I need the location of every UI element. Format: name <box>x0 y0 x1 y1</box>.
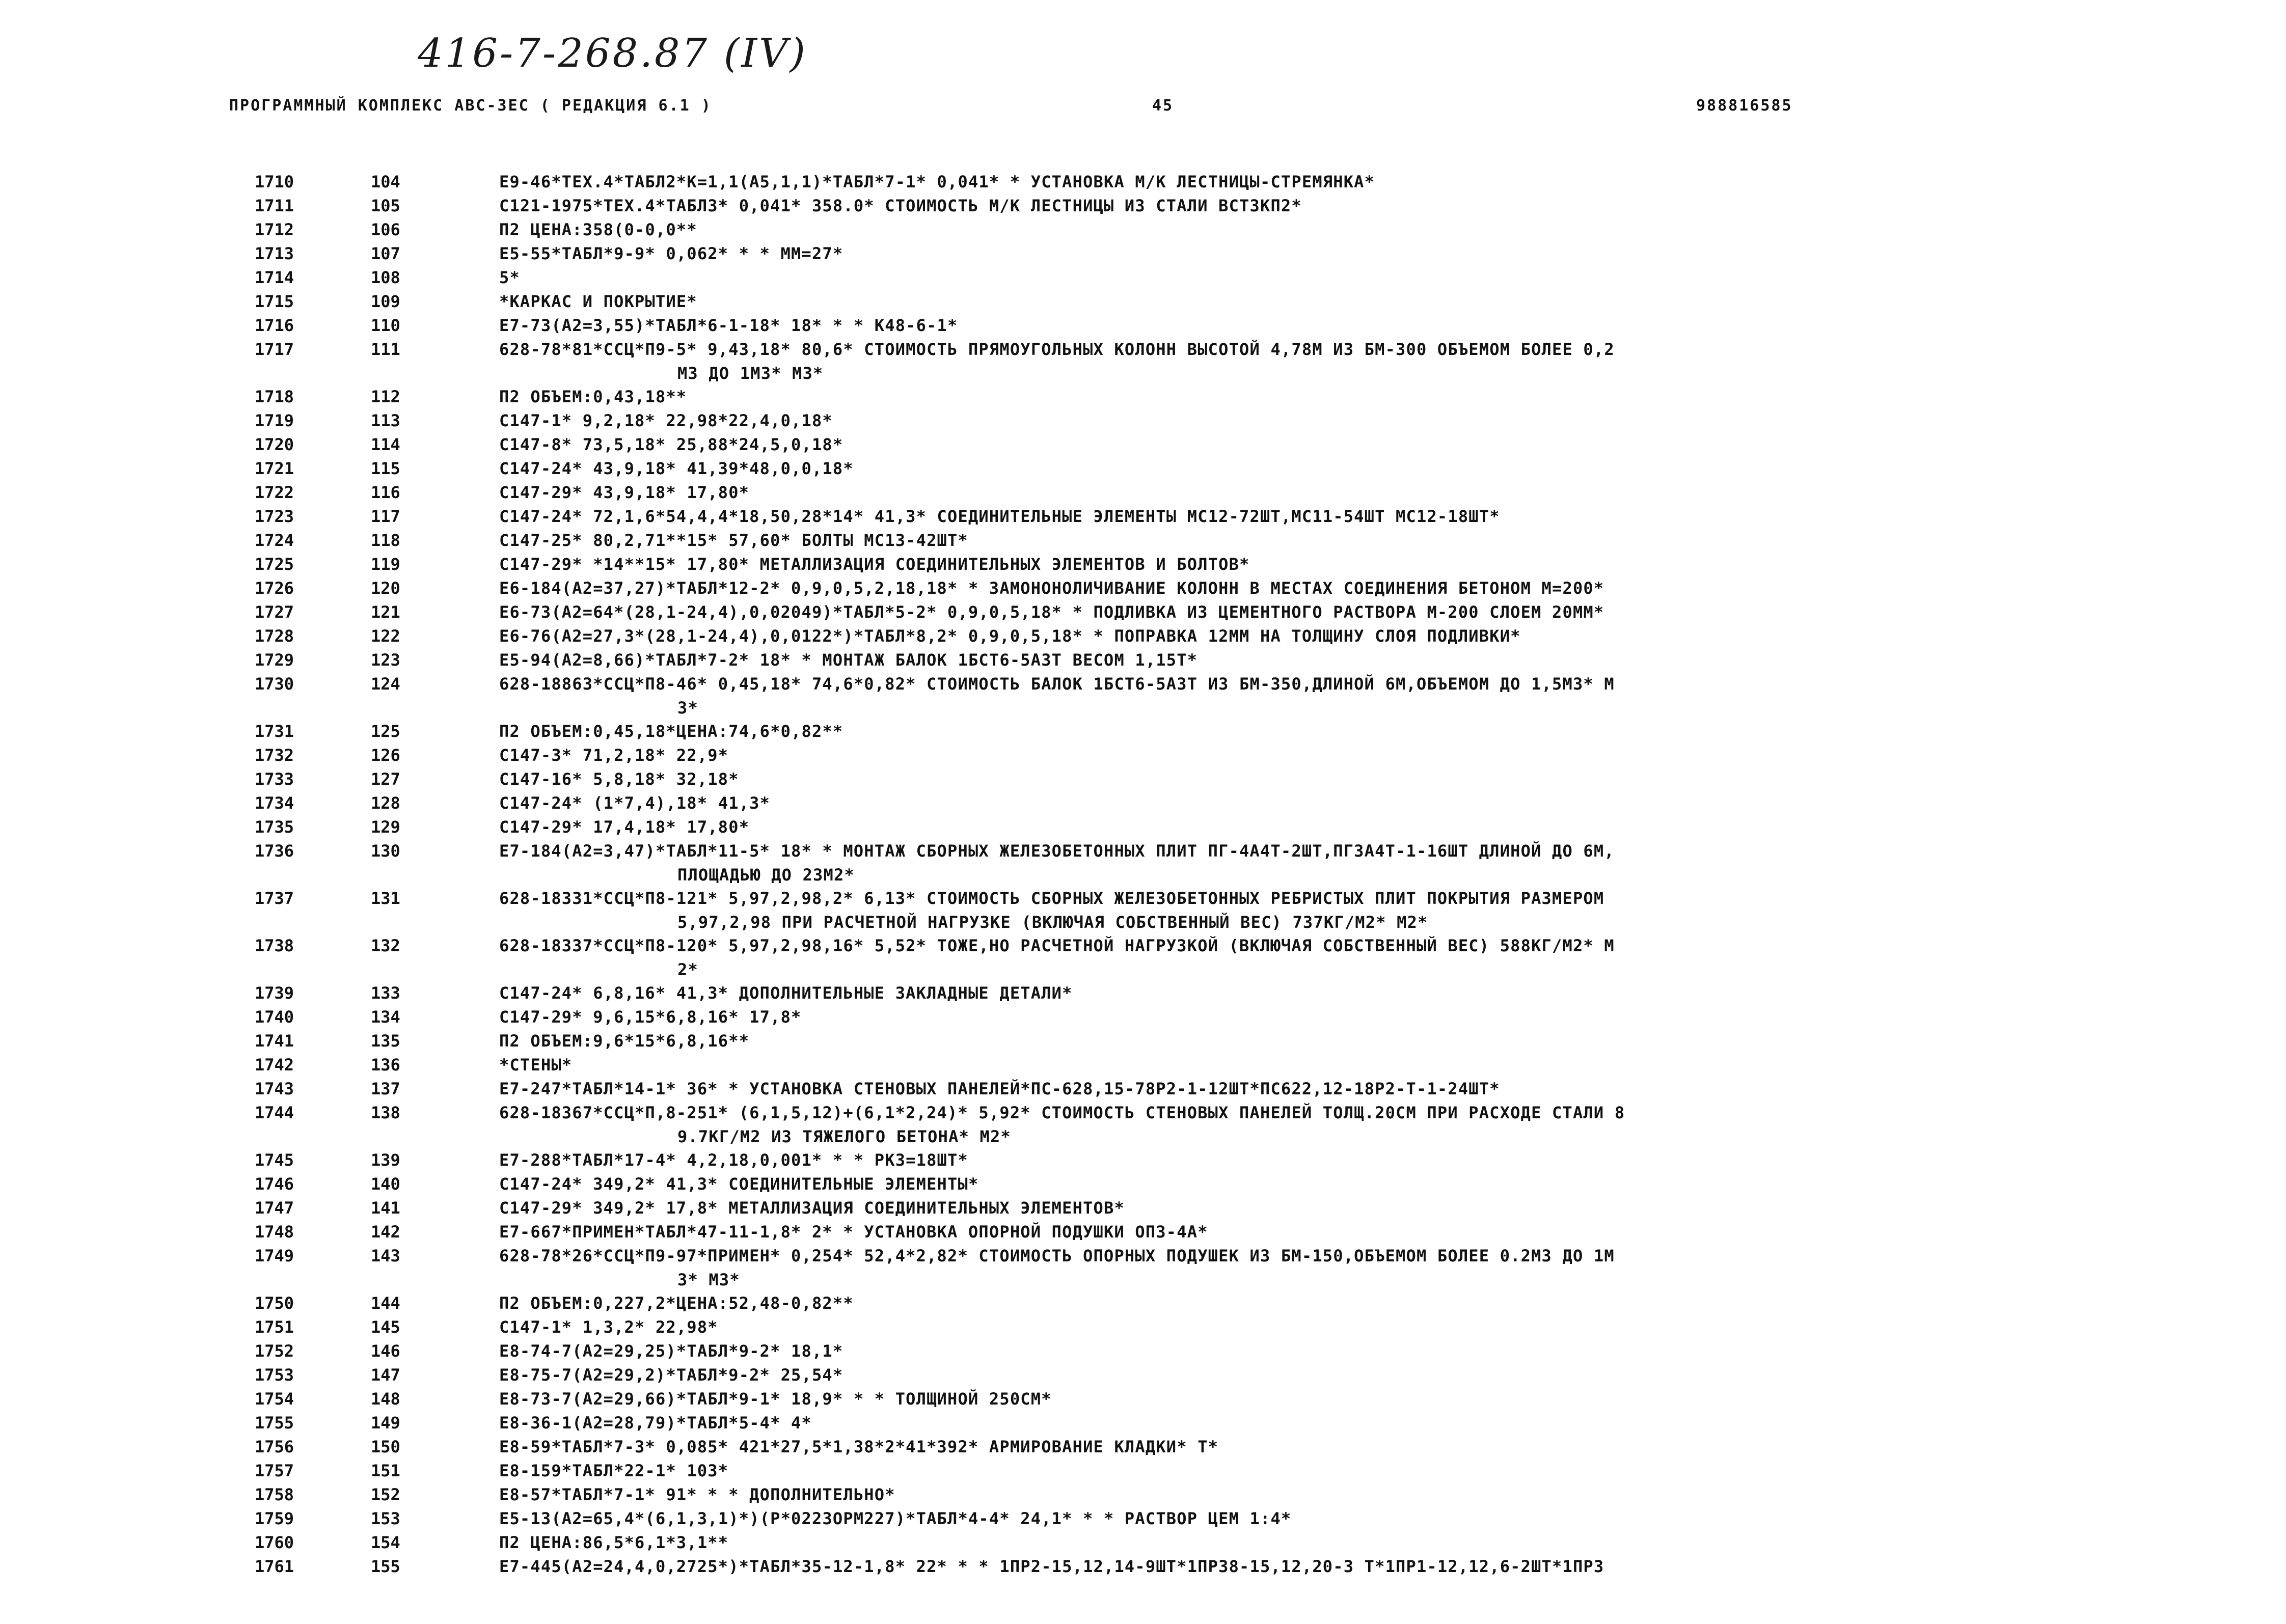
line-number: 1752 <box>255 1341 294 1361</box>
line-number: 1722 <box>255 483 294 502</box>
listing-continuation-line <box>0 913 2286 936</box>
listing-continuation-line <box>0 1270 2286 1293</box>
line-number: 1716 <box>255 316 294 335</box>
statement-number: 135 <box>371 1031 400 1051</box>
statement-number: 105 <box>371 196 400 215</box>
line-number: 1748 <box>255 1222 294 1242</box>
statement-number: 141 <box>371 1198 400 1218</box>
listing-continuation-line <box>0 865 2286 889</box>
listing-continuation-line <box>0 1127 2286 1150</box>
listing-rows <box>0 172 2286 1581</box>
statement-number: 114 <box>371 435 400 454</box>
line-number: 1750 <box>255 1293 294 1313</box>
statement-text: *СТЕНЫ* <box>499 1055 573 1075</box>
line-number: 1736 <box>255 841 294 861</box>
handwritten-doc-code: 416-7-268.87 (IV) <box>418 31 807 76</box>
statement-text: П2 ОБЪЕМ:0,45,18*ЦЕНА:74,6*0,82** <box>499 722 843 741</box>
statement-number: 113 <box>371 411 400 430</box>
listing-row <box>0 483 2286 507</box>
line-number: 1715 <box>255 292 294 311</box>
line-number: 1717 <box>255 340 294 359</box>
listing-row <box>0 1533 2286 1557</box>
listing-row <box>0 1055 2286 1079</box>
statement-number: 140 <box>371 1174 400 1194</box>
statement-text: П2 ОБЪЕМ:0,227,2*ЦЕНА:52,48-0,82** <box>499 1293 854 1313</box>
statement-text: Е5-94(А2=8,66)*ТАБЛ*7-2* 18* * МОНТАЖ БАЛОК 1БСТ6-5А3Т ВЕСОМ 1,15Т* <box>499 650 1198 670</box>
statement-number: 109 <box>371 292 400 311</box>
statement-number: 120 <box>371 579 400 598</box>
listing-row <box>0 1174 2286 1198</box>
listing-row <box>0 1341 2286 1365</box>
listing-row <box>0 1222 2286 1246</box>
statement-text: С121-1975*ТЕХ.4*ТАБЛ3* 0,041* 358.0* СТОИМОСТЬ М/К ЛЕСТНИЦЫ ИЗ СТАЛИ ВСТ3КП2* <box>499 196 1302 215</box>
line-number: 1755 <box>255 1413 294 1433</box>
statement-number: 116 <box>371 483 400 502</box>
statement-text: Е8-159*ТАБЛ*22-1* 103* <box>499 1461 729 1480</box>
listing-row <box>0 268 2286 292</box>
listing-row <box>0 1317 2286 1341</box>
line-number: 1718 <box>255 387 294 406</box>
listing-row <box>0 1365 2286 1389</box>
statement-number: 139 <box>371 1150 400 1170</box>
line-number: 1747 <box>255 1198 294 1218</box>
listing-row <box>0 793 2286 817</box>
listing-row <box>0 1413 2286 1437</box>
statement-text: 628-18331*ССЦ*П8-121* 5,97,2,98,2* 6,13* СТОИМОСТЬ СБОРНЫХ ЖЕЛЕЗОБЕТОННЫХ РЕБРИСТЫХ ПЛИТ ПОКРЫТИЯ РАЗМЕРОМ <box>499 889 1604 908</box>
statement-number: 118 <box>371 531 400 550</box>
line-number: 1741 <box>255 1031 294 1051</box>
statement-text: Е8-75-7(А2=29,2)*ТАБЛ*9-2* 25,54* <box>499 1365 843 1385</box>
line-number: 1761 <box>255 1557 294 1576</box>
statement-text: Е8-59*ТАБЛ*7-3* 0,085* 421*27,5*1,38*2*41*392* АРМИРОВАНИЕ КЛАДКИ* Т* <box>499 1437 1219 1456</box>
statement-text: Е6-184(А2=37,27)*ТАБЛ*12-2* 0,9,0,5,2,18,18* * ЗАМОНОНОЛИЧИВАНИЕ КОЛОНН В МЕСТАХ СОЕДИНЕНИЯ БЕТОНОМ М=200* <box>499 579 1604 598</box>
statement-number: 107 <box>371 244 400 263</box>
listing-row <box>0 1437 2286 1461</box>
line-number: 1719 <box>255 411 294 430</box>
statement-text: С147-29* 349,2* 17,8* МЕТАЛЛИЗАЦИЯ СОЕДИНИТЕЛЬНЫХ ЭЛЕМЕНТОВ* <box>499 1198 1125 1218</box>
statement-number: 125 <box>371 722 400 741</box>
line-number: 1721 <box>255 459 294 478</box>
listing-row <box>0 340 2286 364</box>
statement-text: П2 ОБЪЕМ:9,6*15*6,8,16** <box>499 1031 750 1051</box>
statement-text: М3 ДО 1М3* М3* <box>677 364 824 383</box>
statement-text: П2 ЦЕНА:86,5*6,1*3,1** <box>499 1533 729 1552</box>
line-number: 1734 <box>255 793 294 813</box>
statement-number: 110 <box>371 316 400 335</box>
listing-row <box>0 1293 2286 1317</box>
statement-number: 111 <box>371 340 400 359</box>
statement-number: 115 <box>371 459 400 478</box>
statement-text: Е8-57*ТАБЛ*7-1* 91* * * ДОПОЛНИТЕЛЬНО* <box>499 1485 895 1504</box>
statement-text: С147-29* *14**15* 17,80* МЕТАЛЛИЗАЦИЯ СОЕДИНИТЕЛЬНЫХ ЭЛЕМЕНТОВ И БОЛТОВ* <box>499 555 1250 574</box>
statement-text: Е6-73(А2=64*(28,1-24,4),0,02049)*ТАБЛ*5-2* 0,9,0,5,18* * ПОДЛИВКА ИЗ ЦЕМЕНТНОГО РАСТВОРА М-200 СЛОЕМ 20ММ* <box>499 602 1604 622</box>
listing-row <box>0 1150 2286 1174</box>
listing-row <box>0 746 2286 769</box>
line-number: 1732 <box>255 746 294 765</box>
statement-text: Е7-73(А2=3,55)*ТАБЛ*6-1-18* 18* * * К48-6-1* <box>499 316 958 335</box>
statement-number: 123 <box>371 650 400 670</box>
listing-row <box>0 292 2286 316</box>
listing-row <box>0 722 2286 746</box>
line-number: 1712 <box>255 220 294 239</box>
statement-number: 124 <box>371 674 400 694</box>
listing-row <box>0 459 2286 483</box>
statement-text: С147-29* 43,9,18* 17,80* <box>499 483 750 502</box>
statement-number: 104 <box>371 172 400 191</box>
listing-row <box>0 555 2286 579</box>
listing-continuation-line <box>0 364 2286 387</box>
line-number: 1731 <box>255 722 294 741</box>
listing-row <box>0 172 2286 196</box>
statement-text: Е7-288*ТАБЛ*17-4* 4,2,18,0,001* * * РК3=18ШТ* <box>499 1150 968 1170</box>
line-number: 1758 <box>255 1485 294 1504</box>
statement-number: 127 <box>371 769 400 789</box>
line-number: 1733 <box>255 769 294 789</box>
line-number: 1749 <box>255 1246 294 1265</box>
listing-row <box>0 1485 2286 1509</box>
statement-text: Е7-445(А2=24,4,0,2725*)*ТАБЛ*35-12-1,8* 22* * * 1ПР2-15,12,14-9ШТ*1ПР38-15,12,20-3 Т*1ПР1-12,12,6-2ШТ*1ПР3 <box>499 1557 1604 1576</box>
listing-continuation-line <box>0 960 2286 983</box>
line-number: 1725 <box>255 555 294 574</box>
statement-number: 144 <box>371 1293 400 1313</box>
statement-text: С147-25* 80,2,71**15* 57,60* БОЛТЫ МС13-42ШТ* <box>499 531 968 550</box>
statement-text: 5,97,2,98 ПРИ РАСЧЕТНОЙ НАГРУЗКЕ (ВКЛЮЧАЯ СОБСТВЕННЫЙ ВЕС) 737КГ/М2* М2* <box>677 913 1428 932</box>
statement-text: 3* М3* <box>677 1270 740 1289</box>
document-code: 988816585 <box>1696 97 1793 115</box>
statement-number: 137 <box>371 1079 400 1098</box>
statement-number: 154 <box>371 1533 400 1552</box>
statement-text: С147-1* 1,3,2* 22,98* <box>499 1317 718 1337</box>
line-number: 1714 <box>255 268 294 287</box>
statement-text: Е8-36-1(А2=28,79)*ТАБЛ*5-4* 4* <box>499 1413 812 1433</box>
statement-text: Е8-73-7(А2=29,66)*ТАБЛ*9-1* 18,9* * * ТОЛЩИНОЙ 250СМ* <box>499 1389 1052 1409</box>
statement-number: 142 <box>371 1222 400 1242</box>
line-number: 1745 <box>255 1150 294 1170</box>
line-number: 1754 <box>255 1389 294 1409</box>
line-number: 1727 <box>255 602 294 622</box>
line-number: 1720 <box>255 435 294 454</box>
line-number: 1728 <box>255 626 294 646</box>
listing-row <box>0 387 2286 411</box>
listing-row <box>0 1007 2286 1031</box>
statement-number: 153 <box>371 1509 400 1528</box>
listing-continuation-line <box>0 698 2286 722</box>
line-number: 1711 <box>255 196 294 215</box>
statement-text: 628-18367*ССЦ*П,8-251* (6,1,5,12)+(6,1*2,24)* 5,92* СТОИМОСТЬ СТЕНОВЫХ ПАНЕЛЕЙ ТОЛЩ.20СМ ПРИ РАСХОДЕ СТАЛИ 8 <box>499 1103 1625 1122</box>
statement-number: 146 <box>371 1341 400 1361</box>
listing-row <box>0 1031 2286 1055</box>
listing-row <box>0 1389 2286 1413</box>
listing-row <box>0 841 2286 865</box>
statement-number: 130 <box>371 841 400 861</box>
listing-row <box>0 220 2286 244</box>
statement-text: 3* <box>677 698 698 718</box>
statement-text: С147-1* 9,2,18* 22,98*22,4,0,18* <box>499 411 833 430</box>
statement-text: 628-78*81*ССЦ*П9-5* 9,43,18* 80,6* СТОИМОСТЬ ПРЯМОУГОЛЬНЫХ КОЛОНН ВЫСОТОЙ 4,78М ИЗ БМ-300 ОБЪЕМОМ БОЛЕЕ 0,2 <box>499 340 1615 359</box>
statement-text: 628-78*26*ССЦ*П9-97*ПРИМЕН* 0,254* 52,4*2,82* СТОИМОСТЬ ОПОРНЫХ ПОДУШЕК ИЗ БМ-150,ОБЪЕМОМ БОЛЕЕ 0.2М3 ДО 1М <box>499 1246 1615 1265</box>
statement-number: 119 <box>371 555 400 574</box>
statement-text: *КАРКАС И ПОКРЫТИЕ* <box>499 292 697 311</box>
listing-row <box>0 1079 2286 1103</box>
statement-number: 112 <box>371 387 400 406</box>
line-number: 1723 <box>255 507 294 526</box>
statement-number: 108 <box>371 268 400 287</box>
statement-text: ПЛОЩАДЬЮ ДО 23М2* <box>677 865 855 885</box>
statement-text: Е7-667*ПРИМЕН*ТАБЛ*47-11-1,8* 2* * УСТАНОВКА ОПОРНОЙ ПОДУШКИ ОП3-4А* <box>499 1222 1208 1242</box>
listing-row <box>0 602 2286 626</box>
listing-row <box>0 1103 2286 1127</box>
line-number: 1760 <box>255 1533 294 1552</box>
line-number: 1729 <box>255 650 294 670</box>
statement-text: 628-18863*ССЦ*П8-46* 0,45,18* 74,6*0,82* СТОИМОСТЬ БАЛОК 1БСТ6-5А3Т ИЗ БМ-350,ДЛИНОЙ 6М,ОБЪЕМОМ ДО 1,5М3* М <box>499 674 1615 694</box>
statement-text: Е7-184(А2=3,47)*ТАБЛ*11-5* 18* * МОНТАЖ СБОРНЫХ ЖЕЛЕЗОБЕТОННЫХ ПЛИТ ПГ-4А4Т-2ШТ,ПГ3А4Т-1-16ШТ ДЛИНОЙ ДО 6М, <box>499 841 1615 861</box>
statement-number: 132 <box>371 936 400 955</box>
statement-text: С147-3* 71,2,18* 22,9* <box>499 746 729 765</box>
statement-text: С147-29* 9,6,15*6,8,16* 17,8* <box>499 1007 802 1027</box>
line-number: 1737 <box>255 889 294 908</box>
statement-number: 150 <box>371 1437 400 1456</box>
statement-number: 134 <box>371 1007 400 1027</box>
listing-row <box>0 531 2286 555</box>
statement-text: Е7-247*ТАБЛ*14-1* 36* * УСТАНОВКА СТЕНОВЫХ ПАНЕЛЕЙ*ПС-628,15-78Р2-1-12ШТ*ПС622,12-18Р2-Т-1-24ШТ* <box>499 1079 1500 1098</box>
statement-number: 128 <box>371 793 400 813</box>
program-header: ПРОГРАММНЫЙ КОМПЛЕКС АВС-3ЕС ( РЕДАКЦИЯ 6.1 ) <box>229 97 712 115</box>
line-number: 1743 <box>255 1079 294 1098</box>
line-number: 1753 <box>255 1365 294 1385</box>
line-number: 1742 <box>255 1055 294 1075</box>
listing-row <box>0 316 2286 340</box>
line-number: 1724 <box>255 531 294 550</box>
statement-text: С147-24* 72,1,6*54,4,4*18,50,28*14* 41,3* СОЕДИНИТЕЛЬНЫЕ ЭЛЕМЕНТЫ МС12-72ШТ,МС11-54ШТ МС12-18ШТ* <box>499 507 1500 526</box>
statement-text: С147-24* 43,9,18* 41,39*48,0,0,18* <box>499 459 854 478</box>
line-number: 1759 <box>255 1509 294 1528</box>
statement-text: Е5-55*ТАБЛ*9-9* 0,062* * * ММ=27* <box>499 244 843 263</box>
statement-number: 129 <box>371 817 400 837</box>
statement-number: 131 <box>371 889 400 908</box>
listing-row <box>0 435 2286 459</box>
line-number: 1746 <box>255 1174 294 1194</box>
listing-row <box>0 1509 2286 1533</box>
listing-row <box>0 936 2286 960</box>
statement-text: С147-16* 5,8,18* 32,18* <box>499 769 739 789</box>
statement-text: 628-18337*ССЦ*П8-120* 5,97,2,98,16* 5,52* ТОЖЕ,НО РАСЧЕТНОЙ НАГРУЗКОЙ (ВКЛЮЧАЯ СОБСТВЕННЫЙ ВЕС) 588КГ/М2* М <box>499 936 1615 955</box>
listing-row <box>0 983 2286 1007</box>
line-number: 1713 <box>255 244 294 263</box>
listing-row <box>0 889 2286 913</box>
listing-row <box>0 1198 2286 1222</box>
listing-row <box>0 1557 2286 1581</box>
listing-row <box>0 507 2286 531</box>
line-number: 1726 <box>255 579 294 598</box>
statement-number: 152 <box>371 1485 400 1504</box>
listing-row <box>0 1246 2286 1270</box>
listing-row <box>0 196 2286 220</box>
statement-number: 155 <box>371 1557 400 1576</box>
line-number: 1738 <box>255 936 294 955</box>
statement-number: 147 <box>371 1365 400 1385</box>
line-number: 1739 <box>255 983 294 1003</box>
listing-row <box>0 411 2286 435</box>
statement-text: Е5-13(А2=65,4*(6,1,3,1)*)(Р*0223ОРМ227)*ТАБЛ*4-4* 24,1* * * РАСТВОР ЦЕМ 1:4* <box>499 1509 1292 1528</box>
line-number: 1740 <box>255 1007 294 1027</box>
statement-number: 151 <box>371 1461 400 1480</box>
line-number: 1757 <box>255 1461 294 1480</box>
statement-number: 121 <box>371 602 400 622</box>
statement-number: 117 <box>371 507 400 526</box>
statement-text: С147-24* (1*7,4),18* 41,3* <box>499 793 771 813</box>
listing-row <box>0 1461 2286 1485</box>
statement-text: Е9-46*ТЕХ.4*ТАБЛ2*К=1,1(А5,1,1)*ТАБЛ*7-1* 0,041* * УСТАНОВКА М/К ЛЕСТНИЦЫ-СТРЕМЯНКА* <box>499 172 1375 191</box>
statement-number: 145 <box>371 1317 400 1337</box>
listing-row <box>0 817 2286 841</box>
statement-text: 9.7КГ/М2 ИЗ ТЯЖЕЛОГО БЕТОНА* М2* <box>677 1127 1011 1146</box>
statement-text: С147-29* 17,4,18* 17,80* <box>499 817 750 837</box>
statement-text: 2* <box>677 960 698 979</box>
statement-text: С147-24* 349,2* 41,3* СОЕДИНИТЕЛЬНЫЕ ЭЛЕМЕНТЫ* <box>499 1174 979 1194</box>
line-number: 1730 <box>255 674 294 694</box>
line-number: 1735 <box>255 817 294 837</box>
statement-number: 106 <box>371 220 400 239</box>
statement-number: 149 <box>371 1413 400 1433</box>
statement-text: Е6-76(А2=27,3*(28,1-24,4),0,0122*)*ТАБЛ*8,2* 0,9,0,5,18* * ПОПРАВКА 12ММ НА ТОЛЩИНУ СЛОЯ ПОДЛИВКИ* <box>499 626 1521 646</box>
listing-row <box>0 769 2286 793</box>
line-number: 1751 <box>255 1317 294 1337</box>
statement-text: 5* <box>499 268 520 287</box>
listing-row <box>0 626 2286 650</box>
statement-number: 148 <box>371 1389 400 1409</box>
statement-number: 138 <box>371 1103 400 1122</box>
statement-text: С147-24* 6,8,16* 41,3* ДОПОЛНИТЕЛЬНЫЕ ЗАКЛАДНЫЕ ДЕТАЛИ* <box>499 983 1073 1003</box>
statement-text: П2 ОБЪЕМ:0,43,18** <box>499 387 687 406</box>
listing-row <box>0 579 2286 602</box>
line-number: 1744 <box>255 1103 294 1122</box>
statement-text: Е8-74-7(А2=29,25)*ТАБЛ*9-2* 18,1* <box>499 1341 843 1361</box>
page-number: 45 <box>1152 97 1174 115</box>
listing-row <box>0 244 2286 268</box>
listing-row <box>0 650 2286 674</box>
statement-number: 136 <box>371 1055 400 1075</box>
statement-text: С147-8* 73,5,18* 25,88*24,5,0,18* <box>499 435 843 454</box>
statement-text: П2 ЦЕНА:358(0-0,0** <box>499 220 697 239</box>
statement-number: 126 <box>371 746 400 765</box>
statement-number: 143 <box>371 1246 400 1265</box>
line-number: 1710 <box>255 172 294 191</box>
line-number: 1756 <box>255 1437 294 1456</box>
statement-number: 133 <box>371 983 400 1003</box>
statement-number: 122 <box>371 626 400 646</box>
listing-row <box>0 674 2286 698</box>
